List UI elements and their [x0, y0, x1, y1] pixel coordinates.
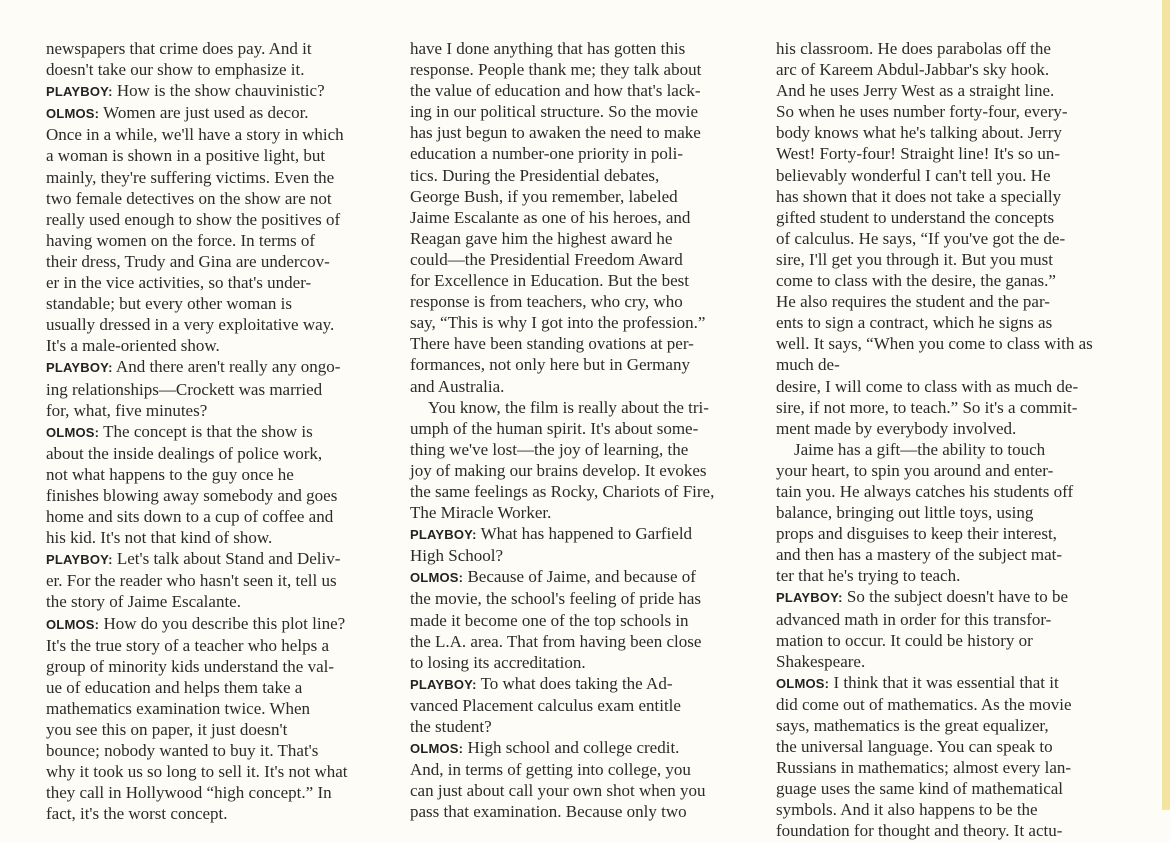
- line-text: So the subject doesn't have to be: [842, 587, 1069, 607]
- text-line: [46, 613, 384, 635]
- text-column-1: [46, 38, 384, 824]
- line-text: ment made by everybody involved.: [776, 418, 1017, 438]
- line-text: arc of Kareem Abdul-Jabbar's sky hook.: [776, 60, 1050, 80]
- line-text: ing relationships—Crockett was married: [46, 379, 323, 399]
- line-text: ter that he's trying to teach.: [776, 566, 961, 586]
- text-line: [46, 485, 384, 506]
- text-line: [776, 799, 1114, 820]
- text-line: [776, 565, 1114, 586]
- text-line: [410, 610, 748, 631]
- text-line: [46, 591, 384, 612]
- line-text: vanced Placement calculus exam entitle: [410, 695, 681, 715]
- text-line: [776, 397, 1114, 418]
- line-text: He also requires the student and the par-: [776, 292, 1050, 312]
- text-line: [46, 421, 384, 443]
- speaker-label: OLMOS:: [776, 675, 830, 691]
- text-line: [46, 356, 384, 378]
- text-line: [46, 167, 384, 188]
- text-line: [410, 502, 748, 523]
- line-text: er. For the reader who hasn't seen it, tell us: [46, 571, 337, 591]
- text-line: [410, 673, 748, 695]
- line-text: the movie, the school's feeling of pride has: [410, 589, 702, 609]
- text-line: [46, 102, 384, 124]
- line-text: How is the show chauvinistic?: [112, 81, 325, 101]
- line-text: and then has a mastery of the subject mat-: [776, 545, 1063, 565]
- line-text: well. It says, “When you come to class with as much de-: [776, 334, 1093, 375]
- line-text: group of minority kids understand the val-: [46, 656, 335, 676]
- line-text: a woman is shown in a positive light, but: [46, 146, 326, 166]
- text-line: [776, 59, 1114, 80]
- text-line: [410, 270, 748, 291]
- line-text: So when he uses number forty-four, every-: [776, 102, 1068, 122]
- line-text: bounce; nobody wanted to buy it. That's: [46, 741, 319, 761]
- text-line: [776, 609, 1114, 630]
- text-line: [776, 165, 1114, 186]
- line-text: believably wonderful I can't tell you. He: [776, 165, 1051, 185]
- text-line: [410, 38, 748, 59]
- line-text: Shakespeare.: [776, 651, 866, 671]
- text-line: [410, 333, 748, 354]
- line-text: have I done anything that has gotten this: [410, 39, 686, 58]
- text-line: [46, 782, 384, 803]
- line-text: why it took us so long to sell it. It's not what: [46, 762, 348, 782]
- line-text: mainly, they're suffering victims. Even the: [46, 167, 335, 187]
- line-text: guage uses the same kind of mathematical: [776, 779, 1064, 799]
- line-text: two female detectives on the show are not: [46, 188, 332, 208]
- text-line: [46, 145, 384, 166]
- line-text: and Australia.: [410, 376, 505, 396]
- line-text: can just about call your own shot when you: [410, 781, 706, 801]
- line-text: Jaime has a gift—the ability to touch: [794, 439, 1046, 459]
- text-line: [776, 122, 1114, 143]
- line-text: the same feelings as Rocky, Chariots of Fire,: [410, 481, 715, 501]
- line-text: of calculus. He says, “If you've got the de-: [776, 228, 1066, 248]
- line-text: High School?: [410, 546, 504, 566]
- line-text: the student?: [410, 717, 492, 736]
- text-line: [46, 740, 384, 761]
- text-line: [46, 188, 384, 209]
- text-line: [46, 677, 384, 698]
- line-text: his classroom. He does parabolas off the: [776, 39, 1051, 58]
- text-line: [776, 715, 1114, 736]
- text-line: [776, 249, 1114, 270]
- text-line: [776, 630, 1114, 651]
- text-line: [410, 566, 748, 588]
- text-line: [46, 80, 384, 102]
- line-text: the universal language. You can speak to: [776, 737, 1053, 757]
- text-line: [776, 270, 1114, 291]
- text-line: [410, 376, 748, 397]
- text-line: [46, 230, 384, 251]
- text-line: [410, 695, 748, 716]
- line-text: to losing its accreditation.: [410, 652, 586, 672]
- text-column-3: [776, 38, 1114, 842]
- text-line: [776, 228, 1114, 249]
- text-line: [46, 803, 384, 824]
- line-text: balance, bringing out little toys, using: [776, 503, 1034, 523]
- line-text: about the inside dealings of police work,: [46, 443, 323, 463]
- text-line: [46, 527, 384, 548]
- text-line: [410, 291, 748, 312]
- line-text: You know, the film is really about the tri-: [428, 397, 709, 417]
- line-text: pass that examination. Because only two: [410, 802, 687, 822]
- text-line: [776, 651, 1114, 672]
- text-line: [410, 759, 748, 780]
- text-line: [776, 312, 1114, 333]
- text-line: [776, 523, 1114, 544]
- text-line: [776, 820, 1114, 841]
- line-text: response is from teachers, who cry, who: [410, 292, 683, 312]
- text-line: [776, 207, 1114, 228]
- speaker-label: PLAYBOY:: [46, 360, 113, 376]
- line-text: What has happened to Garfield: [476, 524, 693, 544]
- line-text: say, “This is why I got into the profession.”: [410, 313, 706, 333]
- line-text: Once in a while, we'll have a story in which: [46, 125, 344, 145]
- line-text: his kid. It's not that kind of show.: [46, 528, 273, 548]
- text-line: [410, 59, 748, 80]
- speaker-label: PLAYBOY:: [46, 84, 113, 100]
- text-line: [776, 502, 1114, 523]
- text-line: [410, 249, 748, 270]
- text-line: [46, 293, 384, 314]
- text-line: [46, 209, 384, 230]
- text-line: [410, 312, 748, 333]
- line-text: And, in terms of getting into college, you: [410, 760, 691, 780]
- text-line: [410, 588, 748, 609]
- text-line: [46, 570, 384, 591]
- text-line: [410, 397, 748, 418]
- text-line: [410, 101, 748, 122]
- text-line: [46, 335, 384, 356]
- text-line: [410, 354, 748, 375]
- speaker-label: OLMOS:: [410, 570, 464, 586]
- line-text: West! Forty-four! Straight line! It's so un-: [776, 144, 1061, 164]
- line-text: ing in our political structure. So the movie: [410, 102, 699, 122]
- line-text: sire, I'll get you through it. But you must: [776, 249, 1053, 269]
- text-line: [410, 80, 748, 101]
- text-line: [776, 418, 1114, 439]
- speaker-label: OLMOS:: [46, 106, 100, 122]
- text-line: [776, 757, 1114, 778]
- line-text: the value of education and how that's lack-: [410, 81, 701, 101]
- line-text: ents to sign a contract, which he signs as: [776, 313, 1053, 333]
- line-text: has shown that it does not take a specially: [776, 186, 1062, 206]
- text-line: [776, 101, 1114, 122]
- text-line: [410, 801, 748, 822]
- line-text: standable; but every other woman is: [46, 294, 292, 314]
- line-text: The concept is that the show is: [99, 421, 313, 441]
- line-text: er in the vice activities, so that's under-: [46, 273, 312, 293]
- line-text: To what does taking the Ad-: [476, 673, 673, 693]
- line-text: There have been standing ovations at per-: [410, 334, 694, 354]
- text-line: [46, 379, 384, 400]
- speaker-label: OLMOS:: [410, 741, 464, 757]
- text-line: [776, 778, 1114, 799]
- line-text: come to class with the desire, the ganas.”: [776, 271, 1056, 291]
- speaker-label: PLAYBOY:: [776, 590, 843, 606]
- text-line: [410, 439, 748, 460]
- text-line: [776, 38, 1114, 59]
- text-line: [46, 59, 384, 80]
- line-text: education a number-one priority in poli-: [410, 144, 683, 164]
- text-column-2: [410, 38, 748, 822]
- text-line: [46, 400, 384, 421]
- text-line: [776, 291, 1114, 312]
- line-text: The Miracle Worker.: [410, 503, 552, 523]
- text-line: [776, 736, 1114, 757]
- line-text: the L.A. area. That from having been close: [410, 631, 702, 651]
- text-line: [410, 716, 748, 737]
- line-text: gifted student to understand the concepts: [776, 207, 1055, 227]
- text-line: [410, 122, 748, 143]
- line-text: It's a male-oriented show.: [46, 336, 220, 356]
- text-line: [46, 548, 384, 570]
- text-line: [46, 38, 384, 59]
- line-text: doesn't take our show to emphasize it.: [46, 60, 305, 80]
- line-text: desire, I will come to class with as much de-: [776, 376, 1079, 396]
- line-text: made it become one of the top schools in: [410, 610, 689, 630]
- line-text: mation to occur. It could be history or: [776, 630, 1033, 650]
- line-text: for, what, five minutes?: [46, 400, 208, 420]
- speaker-label: OLMOS:: [46, 424, 100, 440]
- text-line: [410, 523, 748, 545]
- text-line: [46, 719, 384, 740]
- text-line: [46, 124, 384, 145]
- line-text: response. People thank me; they talk about: [410, 60, 702, 80]
- text-line: [410, 207, 748, 228]
- text-line: [410, 652, 748, 673]
- line-text: formances, not only here but in Germany: [410, 355, 690, 375]
- speaker-label: PLAYBOY:: [410, 527, 477, 543]
- line-text: It's the true story of a teacher who helps a: [46, 635, 329, 655]
- text-line: [46, 443, 384, 464]
- line-text: not what happens to the guy once he: [46, 464, 294, 484]
- text-line: [776, 186, 1114, 207]
- speaker-label: OLMOS:: [46, 616, 100, 632]
- text-line: [410, 228, 748, 249]
- line-text: Russians in mathematics; almost every lan-: [776, 758, 1072, 778]
- line-text: High school and college credit.: [463, 738, 680, 758]
- line-text: sire, if not more, to teach.” So it's a commit-: [776, 397, 1078, 417]
- line-text: tain you. He always catches his students off: [776, 481, 1074, 501]
- text-line: [776, 80, 1114, 101]
- line-text: ue of education and helps them take a: [46, 677, 303, 697]
- text-line: [46, 272, 384, 293]
- text-line: [410, 631, 748, 652]
- line-text: really used enough to show the positives of: [46, 209, 341, 229]
- text-line: [776, 376, 1114, 397]
- line-text: your heart, to spin you around and enter-: [776, 460, 1054, 480]
- line-text: Women are just used as decor.: [99, 103, 309, 123]
- line-text: advanced math in order for this transfor-: [776, 609, 1052, 629]
- line-text: tics. During the Presidential debates,: [410, 165, 660, 185]
- line-text: home and sits down to a cup of coffee and: [46, 507, 334, 527]
- line-text: says, mathematics is the great equalizer,: [776, 716, 1049, 735]
- line-text: newspapers that crime does pay. And it: [46, 39, 312, 58]
- line-text: props and disguises to keep their interest,: [776, 524, 1057, 544]
- line-text: the story of Jaime Escalante.: [46, 592, 241, 612]
- page-edge-strip: [1162, 0, 1170, 810]
- text-line: [776, 481, 1114, 502]
- line-text: you see this on paper, it just doesn't: [46, 720, 288, 739]
- text-line: [46, 761, 384, 782]
- speaker-label: PLAYBOY:: [410, 676, 477, 692]
- text-line: [410, 481, 748, 502]
- text-line: [410, 737, 748, 759]
- line-text: thing we've lost—the joy of learning, the: [410, 439, 689, 459]
- line-text: joy of making our brains develop. It evokes: [410, 460, 707, 480]
- text-line: [776, 672, 1114, 694]
- line-text: Reagan gave him the highest award he: [410, 228, 673, 248]
- line-text: could—the Presidential Freedom Award: [410, 249, 683, 269]
- line-text: George Bush, if you remember, labeled: [410, 186, 678, 206]
- text-line: [46, 464, 384, 485]
- line-text: their dress, Trudy and Gina are undercov-: [46, 251, 330, 271]
- text-line: [46, 698, 384, 719]
- text-line: [776, 586, 1114, 608]
- line-text: How do you describe this plot line?: [99, 613, 346, 633]
- line-text: Let's talk about Stand and Deliv-: [112, 549, 341, 569]
- line-text: mathematics examination twice. When: [46, 698, 311, 718]
- line-text: Jaime Escalante as one of his heroes, and: [410, 207, 691, 227]
- line-text: And he uses Jerry West as a straight line.: [776, 81, 1055, 101]
- text-line: [46, 656, 384, 677]
- text-line: [776, 439, 1114, 460]
- line-text: they call in Hollywood “high concept.” In: [46, 783, 332, 803]
- text-line: [410, 186, 748, 207]
- line-text: did come out of mathematics. As the movie: [776, 694, 1072, 714]
- line-text: Because of Jaime, and because of: [463, 567, 696, 587]
- line-text: body knows what he's talking about. Jerry: [776, 123, 1062, 143]
- line-text: finishes blowing away somebody and goes: [46, 485, 338, 505]
- line-text: foundation for thought and theory. It actu-: [776, 821, 1063, 841]
- line-text: And there aren't really any ongo-: [112, 357, 341, 377]
- text-line: [46, 635, 384, 656]
- line-text: has just begun to awaken the need to make: [410, 123, 701, 143]
- text-line: [776, 460, 1114, 481]
- speaker-label: PLAYBOY:: [46, 552, 113, 568]
- text-line: [410, 545, 748, 566]
- text-line: [46, 506, 384, 527]
- text-line: [776, 694, 1114, 715]
- line-text: symbols. And it also happens to be the: [776, 800, 1038, 820]
- line-text: for Excellence in Education. But the best: [410, 271, 689, 291]
- text-line: [410, 143, 748, 164]
- text-line: [46, 251, 384, 272]
- text-line: [776, 544, 1114, 565]
- line-text: usually dressed in a very exploitative way.: [46, 315, 335, 335]
- text-line: [410, 780, 748, 801]
- text-line: [410, 460, 748, 481]
- text-line: [776, 333, 1114, 375]
- text-line: [46, 314, 384, 335]
- text-line: [776, 143, 1114, 164]
- text-line: [410, 418, 748, 439]
- text-line: [410, 165, 748, 186]
- line-text: fact, it's the worst concept.: [46, 804, 228, 824]
- line-text: I think that it was essential that it: [829, 672, 1059, 692]
- line-text: umph of the human spirit. It's about some-: [410, 418, 699, 438]
- line-text: having women on the force. In terms of: [46, 230, 316, 250]
